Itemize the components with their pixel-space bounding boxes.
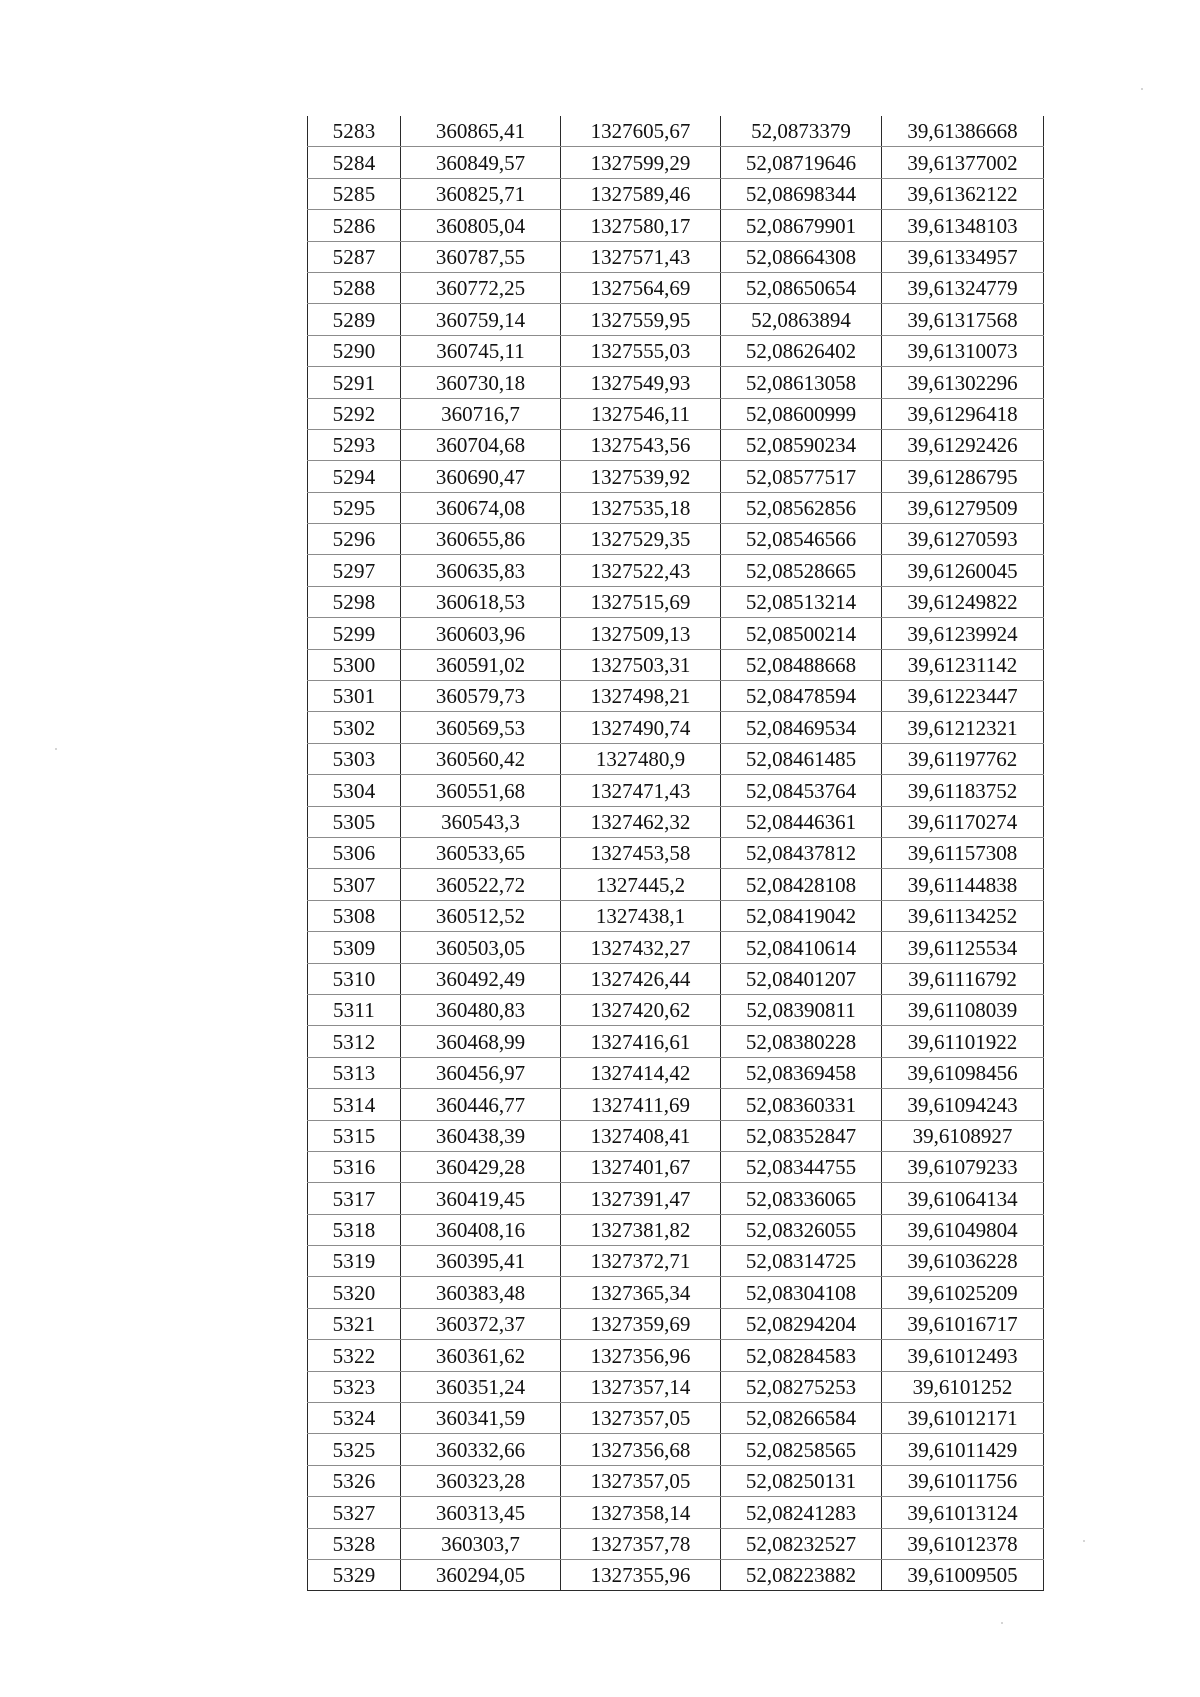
table-cell: 360551,68: [401, 775, 561, 806]
table-cell: 1327580,17: [561, 210, 721, 241]
table-cell: 39,61362122: [882, 178, 1044, 209]
table-cell: 1327357,78: [561, 1528, 721, 1559]
table-cell: 5307: [308, 869, 401, 900]
table-cell: 1327549,93: [561, 367, 721, 398]
coordinates-table: [307, 116, 1044, 1591]
table-cell: 360313,45: [401, 1497, 561, 1528]
table-cell: 52,08344755: [721, 1151, 882, 1182]
table-cell: 5325: [308, 1434, 401, 1465]
table-cell: 5298: [308, 586, 401, 617]
table-cell: 360522,72: [401, 869, 561, 900]
table-cell: 360383,48: [401, 1277, 561, 1308]
table-cell: 52,08719646: [721, 147, 882, 178]
table-cell: 360361,62: [401, 1340, 561, 1371]
table-cell: 52,08453764: [721, 775, 882, 806]
table-cell: 39,61079233: [882, 1151, 1044, 1182]
table-cell: 360294,05: [401, 1559, 561, 1590]
table-cell: 52,08304108: [721, 1277, 882, 1308]
table-row: [308, 1246, 1044, 1277]
table-cell: 39,61049804: [882, 1214, 1044, 1245]
table-cell: 360591,02: [401, 649, 561, 680]
table-cell: 360429,28: [401, 1151, 561, 1182]
table-row: [308, 1371, 1044, 1402]
table-cell: 52,08613058: [721, 367, 882, 398]
table-cell: 39,6101252: [882, 1371, 1044, 1402]
table-row: [308, 1497, 1044, 1528]
table-cell: 1327372,71: [561, 1246, 721, 1277]
table-row: [308, 367, 1044, 398]
table-cell: 52,08266584: [721, 1403, 882, 1434]
table-row: [308, 1528, 1044, 1559]
table-row: [308, 272, 1044, 303]
table-cell: 5313: [308, 1057, 401, 1088]
table-cell: 360446,77: [401, 1089, 561, 1120]
table-cell: 5296: [308, 524, 401, 555]
table-cell: 5297: [308, 555, 401, 586]
table-cell: 39,61231142: [882, 649, 1044, 680]
table-row: [308, 492, 1044, 523]
table-cell: 1327559,95: [561, 304, 721, 335]
table-row: [308, 241, 1044, 272]
scan-speck: [55, 748, 57, 750]
table-row: [308, 429, 1044, 460]
table-cell: 5310: [308, 963, 401, 994]
table-cell: 1327414,42: [561, 1057, 721, 1088]
table-cell: 5308: [308, 900, 401, 931]
table-row: [308, 335, 1044, 366]
table-cell: 52,08698344: [721, 178, 882, 209]
table-row: [308, 994, 1044, 1025]
table-cell: 39,61098456: [882, 1057, 1044, 1088]
table-cell: 39,61012378: [882, 1528, 1044, 1559]
table-row: [308, 1183, 1044, 1214]
table-cell: 1327515,69: [561, 586, 721, 617]
table-cell: 52,08401207: [721, 963, 882, 994]
table-cell: 360303,7: [401, 1528, 561, 1559]
table-cell: 5291: [308, 367, 401, 398]
table-cell: 39,61016717: [882, 1308, 1044, 1339]
table-cell: 360408,16: [401, 1214, 561, 1245]
table-cell: 360579,73: [401, 681, 561, 712]
table-cell: 39,61212321: [882, 712, 1044, 743]
table-cell: 360849,57: [401, 147, 561, 178]
table-row: [308, 1403, 1044, 1434]
table-cell: 39,61292426: [882, 429, 1044, 460]
table-cell: 52,08410614: [721, 932, 882, 963]
table-cell: 5321: [308, 1308, 401, 1339]
table-cell: 5283: [308, 116, 401, 147]
table-cell: 1327535,18: [561, 492, 721, 523]
table-cell: 52,08500214: [721, 618, 882, 649]
table-row: [308, 900, 1044, 931]
table-cell: 52,08284583: [721, 1340, 882, 1371]
table-cell: 39,61324779: [882, 272, 1044, 303]
table-row: [308, 178, 1044, 209]
table-row: [308, 304, 1044, 335]
table-cell: 360690,47: [401, 461, 561, 492]
table-cell: 52,08562856: [721, 492, 882, 523]
table-cell: 360674,08: [401, 492, 561, 523]
table-cell: 39,61125534: [882, 932, 1044, 963]
table-cell: 39,61296418: [882, 398, 1044, 429]
table-cell: 5324: [308, 1403, 401, 1434]
table-cell: 5327: [308, 1497, 401, 1528]
table-cell: 360745,11: [401, 335, 561, 366]
table-cell: 5323: [308, 1371, 401, 1402]
table-cell: 52,08250131: [721, 1465, 882, 1496]
scan-speck: [1001, 1622, 1003, 1624]
table-row: [308, 1277, 1044, 1308]
table-cell: 52,08275253: [721, 1371, 882, 1402]
table-cell: 1327490,74: [561, 712, 721, 743]
table-cell: 52,08461485: [721, 743, 882, 774]
table-cell: 52,08326055: [721, 1214, 882, 1245]
table-row: [308, 775, 1044, 806]
table-cell: 5286: [308, 210, 401, 241]
table-cell: 360438,39: [401, 1120, 561, 1151]
table-cell: 360468,99: [401, 1026, 561, 1057]
table-cell: 5301: [308, 681, 401, 712]
table-cell: 1327391,47: [561, 1183, 721, 1214]
table-cell: 39,61317568: [882, 304, 1044, 335]
table-cell: 39,61157308: [882, 837, 1044, 868]
table-cell: 5288: [308, 272, 401, 303]
table-cell: 39,61223447: [882, 681, 1044, 712]
table-row: [308, 806, 1044, 837]
table-cell: 1327589,46: [561, 178, 721, 209]
table-cell: 5320: [308, 1277, 401, 1308]
table-cell: 1327432,27: [561, 932, 721, 963]
table-cell: 39,61009505: [882, 1559, 1044, 1590]
table-cell: 39,61144838: [882, 869, 1044, 900]
table-cell: 5284: [308, 147, 401, 178]
table-row: [308, 147, 1044, 178]
table-cell: 39,61286795: [882, 461, 1044, 492]
table-cell: 52,08600999: [721, 398, 882, 429]
table-cell: 360560,42: [401, 743, 561, 774]
table-cell: 1327426,44: [561, 963, 721, 994]
table-cell: 52,08528665: [721, 555, 882, 586]
table-cell: 5318: [308, 1214, 401, 1245]
table-cell: 360759,14: [401, 304, 561, 335]
table-cell: 360419,45: [401, 1183, 561, 1214]
table-row: [308, 1057, 1044, 1088]
table-cell: 52,08352847: [721, 1120, 882, 1151]
table-cell: 39,61012171: [882, 1403, 1044, 1434]
table-row: [308, 1214, 1044, 1245]
table-cell: 1327411,69: [561, 1089, 721, 1120]
table-cell: 360704,68: [401, 429, 561, 460]
table-cell: 5300: [308, 649, 401, 680]
table-cell: 360635,83: [401, 555, 561, 586]
table-cell: 39,61249822: [882, 586, 1044, 617]
table-cell: 39,61170274: [882, 806, 1044, 837]
table-cell: 5285: [308, 178, 401, 209]
table-cell: 39,61064134: [882, 1183, 1044, 1214]
table-row: [308, 210, 1044, 241]
table-cell: 360543,3: [401, 806, 561, 837]
table-cell: 360772,25: [401, 272, 561, 303]
table-cell: 39,61036228: [882, 1246, 1044, 1277]
table-cell: 52,08360331: [721, 1089, 882, 1120]
table-cell: 360865,41: [401, 116, 561, 147]
table-cell: 360512,52: [401, 900, 561, 931]
table-cell: 360730,18: [401, 367, 561, 398]
table-cell: 1327529,35: [561, 524, 721, 555]
table-row: [308, 1120, 1044, 1151]
table-cell: 5287: [308, 241, 401, 272]
table-row: [308, 1308, 1044, 1339]
table-cell: 5290: [308, 335, 401, 366]
table-cell: 52,08546566: [721, 524, 882, 555]
table-cell: 39,61183752: [882, 775, 1044, 806]
table-cell: 52,08478594: [721, 681, 882, 712]
table-cell: 1327358,14: [561, 1497, 721, 1528]
table-cell: 360655,86: [401, 524, 561, 555]
table-cell: 360503,05: [401, 932, 561, 963]
table-cell: 360805,04: [401, 210, 561, 241]
table-cell: 360341,59: [401, 1403, 561, 1434]
table-cell: 39,61197762: [882, 743, 1044, 774]
table-body: [308, 116, 1044, 1591]
table-cell: 1327462,32: [561, 806, 721, 837]
table-cell: 52,08314725: [721, 1246, 882, 1277]
table-row: [308, 1465, 1044, 1496]
table-row: [308, 649, 1044, 680]
table-cell: 5315: [308, 1120, 401, 1151]
table-row: [308, 837, 1044, 868]
table-cell: 360323,28: [401, 1465, 561, 1496]
table-cell: 1327355,96: [561, 1559, 721, 1590]
table-cell: 5326: [308, 1465, 401, 1496]
table-cell: 39,61348103: [882, 210, 1044, 241]
table-cell: 5316: [308, 1151, 401, 1182]
table-cell: 52,08679901: [721, 210, 882, 241]
table-cell: 5322: [308, 1340, 401, 1371]
table-cell: 1327408,41: [561, 1120, 721, 1151]
table-cell: 39,61239924: [882, 618, 1044, 649]
table-row: [308, 869, 1044, 900]
table-row: [308, 712, 1044, 743]
table-cell: 5311: [308, 994, 401, 1025]
table-cell: 52,08419042: [721, 900, 882, 931]
table-cell: 52,08380228: [721, 1026, 882, 1057]
table-cell: 52,08437812: [721, 837, 882, 868]
table-cell: 39,6108927: [882, 1120, 1044, 1151]
table-cell: 52,08513214: [721, 586, 882, 617]
table-cell: 5295: [308, 492, 401, 523]
table-cell: 1327438,1: [561, 900, 721, 931]
table-cell: 39,61134252: [882, 900, 1044, 931]
table-cell: 52,08446361: [721, 806, 882, 837]
table-cell: 1327445,2: [561, 869, 721, 900]
table-cell: 39,61270593: [882, 524, 1044, 555]
table-cell: 39,61101922: [882, 1026, 1044, 1057]
table-cell: 39,61260045: [882, 555, 1044, 586]
table-cell: 52,08223882: [721, 1559, 882, 1590]
table-cell: 1327357,14: [561, 1371, 721, 1402]
table-cell: 1327357,05: [561, 1403, 721, 1434]
table-cell: 1327453,58: [561, 837, 721, 868]
table-cell: 52,0873379: [721, 116, 882, 147]
table-row: [308, 555, 1044, 586]
table-cell: 1327471,43: [561, 775, 721, 806]
table-cell: 360351,24: [401, 1371, 561, 1402]
table-cell: 360618,53: [401, 586, 561, 617]
table-cell: 1327359,69: [561, 1308, 721, 1339]
table-cell: 39,61011756: [882, 1465, 1044, 1496]
table-row: [308, 524, 1044, 555]
table-cell: 5309: [308, 932, 401, 963]
table-cell: 5317: [308, 1183, 401, 1214]
table-row: [308, 618, 1044, 649]
table-cell: 5292: [308, 398, 401, 429]
table-row: [308, 586, 1044, 617]
table-cell: 5299: [308, 618, 401, 649]
table-cell: 1327543,56: [561, 429, 721, 460]
table-cell: 1327546,11: [561, 398, 721, 429]
scan-speck: [1141, 88, 1143, 90]
table-cell: 1327539,92: [561, 461, 721, 492]
table-cell: 39,61011429: [882, 1434, 1044, 1465]
table-cell: 5304: [308, 775, 401, 806]
table-row: [308, 398, 1044, 429]
table-cell: 5302: [308, 712, 401, 743]
table-cell: 1327522,43: [561, 555, 721, 586]
table-cell: 39,61108039: [882, 994, 1044, 1025]
table-cell: 52,08488668: [721, 649, 882, 680]
table-cell: 360825,71: [401, 178, 561, 209]
table-cell: 5294: [308, 461, 401, 492]
table-cell: 39,61386668: [882, 116, 1044, 147]
table-cell: 39,61279509: [882, 492, 1044, 523]
table-row: [308, 116, 1044, 147]
table-cell: 52,08469534: [721, 712, 882, 743]
table-cell: 360456,97: [401, 1057, 561, 1088]
table-cell: 1327381,82: [561, 1214, 721, 1245]
table-cell: 1327356,96: [561, 1340, 721, 1371]
table-row: [308, 681, 1044, 712]
table-cell: 360395,41: [401, 1246, 561, 1277]
table-cell: 39,61310073: [882, 335, 1044, 366]
table-cell: 360716,7: [401, 398, 561, 429]
table-cell: 39,61116792: [882, 963, 1044, 994]
table-row: [308, 1089, 1044, 1120]
table-cell: 5306: [308, 837, 401, 868]
table-cell: 1327605,67: [561, 116, 721, 147]
table-row: [308, 1559, 1044, 1590]
table-cell: 52,08294204: [721, 1308, 882, 1339]
table-cell: 52,08336065: [721, 1183, 882, 1214]
table-cell: 5329: [308, 1559, 401, 1590]
table-cell: 360332,66: [401, 1434, 561, 1465]
table-row: [308, 963, 1044, 994]
table-cell: 1327420,62: [561, 994, 721, 1025]
table-cell: 1327599,29: [561, 147, 721, 178]
table-row: [308, 932, 1044, 963]
table-cell: 39,61377002: [882, 147, 1044, 178]
table-cell: 360533,65: [401, 837, 561, 868]
table-cell: 360787,55: [401, 241, 561, 272]
table-cell: 1327357,05: [561, 1465, 721, 1496]
table-cell: 52,08577517: [721, 461, 882, 492]
table-cell: 5319: [308, 1246, 401, 1277]
table-cell: 1327480,9: [561, 743, 721, 774]
table-cell: 1327416,61: [561, 1026, 721, 1057]
table-cell: 5293: [308, 429, 401, 460]
table-cell: 1327503,31: [561, 649, 721, 680]
table-cell: 1327509,13: [561, 618, 721, 649]
table-cell: 1327498,21: [561, 681, 721, 712]
table-cell: 1327571,43: [561, 241, 721, 272]
table-cell: 1327401,67: [561, 1151, 721, 1182]
table-cell: 360492,49: [401, 963, 561, 994]
table-cell: 5303: [308, 743, 401, 774]
table-cell: 39,61334957: [882, 241, 1044, 272]
table-cell: 39,61025209: [882, 1277, 1044, 1308]
table-cell: 5312: [308, 1026, 401, 1057]
table-cell: 52,08390811: [721, 994, 882, 1025]
table-cell: 1327555,03: [561, 335, 721, 366]
table-cell: 52,08664308: [721, 241, 882, 272]
table-cell: 52,08241283: [721, 1497, 882, 1528]
table-cell: 52,08258565: [721, 1434, 882, 1465]
table-cell: 52,08650654: [721, 272, 882, 303]
table-cell: 5314: [308, 1089, 401, 1120]
table-row: [308, 1151, 1044, 1182]
table-row: [308, 461, 1044, 492]
table-cell: 5305: [308, 806, 401, 837]
table-cell: 52,08590234: [721, 429, 882, 460]
table-row: [308, 1340, 1044, 1371]
table-cell: 52,08428108: [721, 869, 882, 900]
table-cell: 1327365,34: [561, 1277, 721, 1308]
table-cell: 360480,83: [401, 994, 561, 1025]
table-cell: 1327356,68: [561, 1434, 721, 1465]
table-cell: 52,08232527: [721, 1528, 882, 1559]
table-cell: 52,08369458: [721, 1057, 882, 1088]
table-cell: 1327564,69: [561, 272, 721, 303]
table-row: [308, 1434, 1044, 1465]
table-cell: 5289: [308, 304, 401, 335]
table-cell: 360569,53: [401, 712, 561, 743]
table-cell: 39,61302296: [882, 367, 1044, 398]
table-cell: 39,61094243: [882, 1089, 1044, 1120]
table-cell: 52,0863894: [721, 304, 882, 335]
scan-speck: [1083, 1540, 1085, 1542]
table-row: [308, 1026, 1044, 1057]
table-cell: 52,08626402: [721, 335, 882, 366]
table-row: [308, 743, 1044, 774]
table-cell: 360603,96: [401, 618, 561, 649]
table-cell: 5328: [308, 1528, 401, 1559]
table-cell: 39,61012493: [882, 1340, 1044, 1371]
table-cell: 39,61013124: [882, 1497, 1044, 1528]
table-cell: 360372,37: [401, 1308, 561, 1339]
